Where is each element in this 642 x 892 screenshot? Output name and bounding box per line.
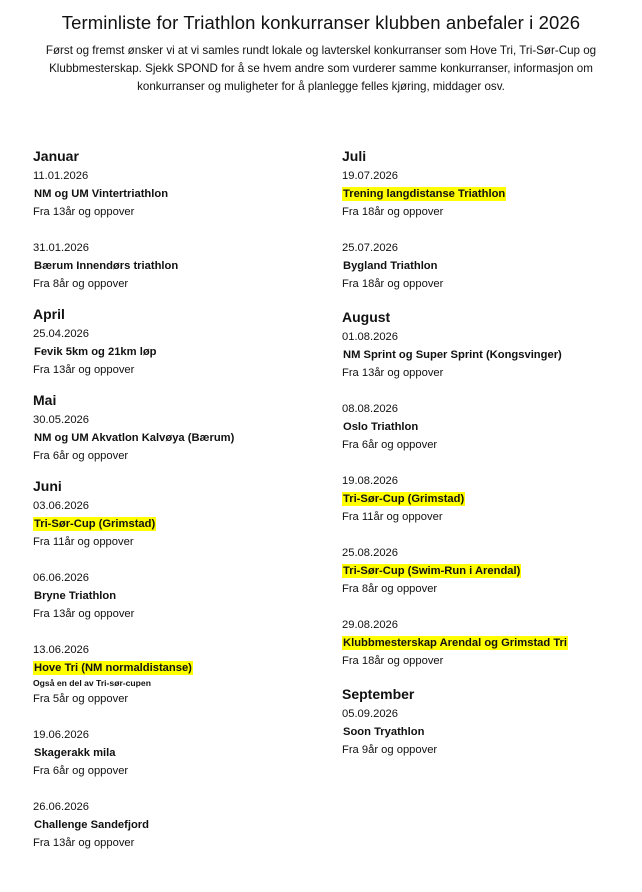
event-name bbox=[342, 418, 642, 436]
event-name bbox=[33, 659, 333, 677]
event-age: Fra 13år og oppover bbox=[342, 367, 444, 379]
event-age: Fra 9år og oppover bbox=[342, 744, 438, 756]
event-age: Fra 11år og oppover bbox=[33, 536, 134, 548]
month-heading: September bbox=[342, 686, 415, 702]
event-age: Fra 6år og oppover bbox=[33, 450, 129, 462]
event-date: 13.06.2026 bbox=[33, 644, 89, 656]
month-heading: April bbox=[33, 306, 65, 322]
event-age: Fra 11år og oppover bbox=[342, 511, 443, 523]
event-name-text: Bryne Triathlon bbox=[34, 590, 117, 602]
event-name-text: Bærum Innendørs triathlon bbox=[34, 260, 179, 272]
event-age: Fra 5år og oppover bbox=[33, 693, 129, 705]
event-age: Fra 6år og oppover bbox=[342, 439, 438, 451]
event-date: 11.01.2026 bbox=[33, 170, 89, 182]
event-date: 26.06.2026 bbox=[33, 801, 89, 813]
event-item bbox=[33, 239, 333, 293]
event-item bbox=[342, 705, 642, 759]
event-date: 19.07.2026 bbox=[342, 170, 398, 182]
event-date: 25.07.2026 bbox=[342, 242, 398, 254]
event-date: 30.05.2026 bbox=[33, 414, 89, 426]
event-item bbox=[342, 328, 642, 382]
event-item bbox=[33, 325, 333, 379]
event-date: 01.08.2026 bbox=[342, 331, 398, 343]
event-name-text: Soon Tryathlon bbox=[343, 726, 425, 738]
month-section bbox=[33, 145, 333, 293]
event-age: Fra 13år og oppover bbox=[33, 837, 135, 849]
page-title: Terminliste for Triathlon konkurranser klubben anbefaler i 2026 bbox=[61, 12, 581, 33]
event-name bbox=[33, 515, 333, 533]
event-name-text: Oslo Triathlon bbox=[343, 421, 419, 433]
event-date: 08.08.2026 bbox=[342, 403, 398, 415]
event-item bbox=[342, 472, 642, 526]
event-item bbox=[33, 411, 333, 465]
event-name bbox=[342, 257, 642, 275]
month-section bbox=[33, 303, 333, 379]
event-age: Fra 18år og oppover bbox=[342, 278, 444, 290]
event-name-text: NM Sprint og Super Sprint (Kongsvinger) bbox=[343, 349, 562, 361]
event-name bbox=[33, 257, 333, 275]
event-name bbox=[33, 816, 333, 834]
event-item bbox=[33, 569, 333, 623]
event-date: 06.06.2026 bbox=[33, 572, 89, 584]
event-name bbox=[33, 587, 333, 605]
month-section bbox=[342, 683, 642, 759]
event-name bbox=[33, 429, 333, 447]
event-date: 05.09.2026 bbox=[342, 708, 398, 720]
event-item bbox=[342, 167, 642, 221]
month-section bbox=[342, 145, 642, 293]
event-name bbox=[342, 562, 642, 580]
event-name bbox=[33, 343, 333, 361]
event-name-text: Tri-Sør-Cup (Grimstad) bbox=[34, 518, 156, 530]
event-name bbox=[33, 185, 333, 203]
event-age: Fra 8år og oppover bbox=[342, 583, 438, 595]
event-age: Fra 13år og oppover bbox=[33, 608, 135, 620]
month-heading: Juni bbox=[33, 478, 62, 494]
event-name-text: Trening langdistanse Triathlon bbox=[343, 188, 506, 200]
event-item bbox=[33, 497, 333, 551]
event-name bbox=[342, 634, 642, 652]
event-name bbox=[342, 723, 642, 741]
month-section bbox=[342, 306, 642, 670]
event-item bbox=[33, 641, 333, 708]
event-age: Fra 8år og oppover bbox=[33, 278, 129, 290]
month-heading: Mai bbox=[33, 392, 57, 408]
event-item bbox=[33, 726, 333, 780]
event-age: Fra 18år og oppover bbox=[342, 206, 444, 218]
event-age: Fra 6år og oppover bbox=[33, 765, 129, 777]
event-name-text: NM og UM Vintertriathlon bbox=[34, 188, 169, 200]
event-name-text: NM og UM Akvatlon Kalvøya (Bærum) bbox=[34, 432, 235, 444]
event-date: 25.08.2026 bbox=[342, 547, 398, 559]
event-date: 03.06.2026 bbox=[33, 500, 89, 512]
event-name-text: Tri-Sør-Cup (Swim-Run i Arendal) bbox=[343, 565, 521, 577]
event-age: Fra 18år og oppover bbox=[342, 655, 444, 667]
event-date: 25.04.2026 bbox=[33, 328, 89, 340]
month-section bbox=[33, 389, 333, 465]
event-name-text: Fevik 5km og 21km løp bbox=[34, 346, 157, 358]
event-item bbox=[342, 616, 642, 670]
intro-paragraph: Først og fremst ønsker vi at vi samles rundt lokale og lavterskel konkurranser som Hove Tri, Tri-Sør-Cup og Klubbmesterskap. Sjekk SPOND for å se hvem andre som vurderer samme konkurranser, informasjon om konkurranser og muligheter for å planlegge felles kjøring, middager osv. bbox=[45, 44, 597, 93]
event-name bbox=[342, 490, 642, 508]
event-name-text: Hove Tri (NM normaldistanse) bbox=[34, 662, 192, 674]
left-column bbox=[33, 145, 333, 852]
event-item bbox=[33, 798, 333, 852]
month-heading: Januar bbox=[33, 148, 79, 164]
event-name-text: Bygland Triathlon bbox=[343, 260, 438, 272]
event-note: Også en del av Tri-sør-cupen bbox=[33, 678, 151, 688]
event-name bbox=[33, 744, 333, 762]
event-item bbox=[342, 239, 642, 293]
month-heading: Juli bbox=[342, 148, 367, 164]
event-item bbox=[342, 544, 642, 598]
right-column bbox=[342, 145, 642, 759]
event-name bbox=[342, 185, 642, 203]
event-date: 19.08.2026 bbox=[342, 475, 398, 487]
event-age: Fra 13år og oppover bbox=[33, 364, 135, 376]
event-name bbox=[342, 346, 642, 364]
event-age: Fra 13år og oppover bbox=[33, 206, 135, 218]
event-name-text: Challenge Sandefjord bbox=[34, 819, 149, 831]
month-heading: August bbox=[342, 309, 391, 325]
event-name-text: Tri-Sør-Cup (Grimstad) bbox=[343, 493, 465, 505]
month-section bbox=[33, 475, 333, 852]
event-date: 19.06.2026 bbox=[33, 729, 89, 741]
event-item bbox=[33, 167, 333, 221]
event-date: 31.01.2026 bbox=[33, 242, 89, 254]
event-date: 29.08.2026 bbox=[342, 619, 398, 631]
event-item bbox=[342, 400, 642, 454]
event-name-text: Klubbmesterskap Arendal og Grimstad Tri bbox=[343, 637, 568, 649]
event-name-text: Skagerakk mila bbox=[34, 747, 116, 759]
